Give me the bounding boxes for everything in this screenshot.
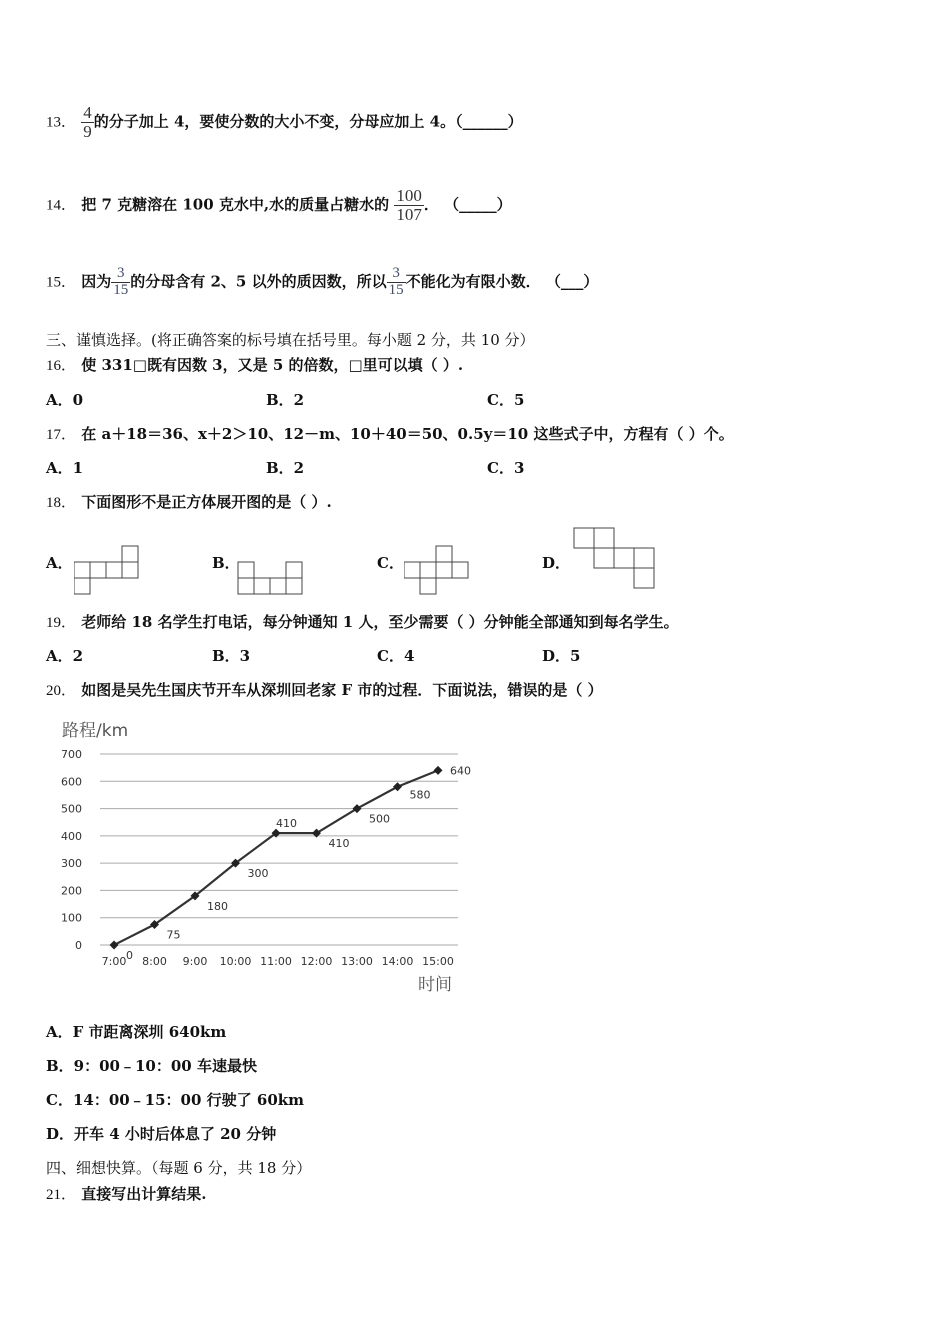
option-b[interactable]: B． — [212, 554, 240, 572]
y-tick-label: 700 — [61, 748, 82, 761]
data-label: 410 — [328, 837, 350, 851]
cube-net-b — [237, 561, 304, 595]
question-text: 老师给 18 名学生打电话，每分钟通知 1 人，至少需要（ ）分钟能全部通知到每名学生。 — [81, 613, 679, 631]
fraction-numerator: 100 — [396, 186, 422, 205]
question-text-3: 不能化为有限小数． （___） — [405, 272, 599, 291]
option-d[interactable]: D．开车 4 小时后体息了 20 分钟 — [46, 1125, 277, 1143]
fraction — [81, 104, 94, 141]
fraction-denominator: 107 — [396, 204, 422, 224]
series-line — [114, 770, 438, 945]
data-point — [393, 782, 402, 791]
question-text: 下面图形不是正方体展开图的是（ ）. — [81, 493, 332, 511]
fraction-denominator: 15 — [113, 281, 129, 298]
option-d[interactable]: D． — [542, 554, 571, 572]
question-text-2: 的分母含有 2、5 以外的质因数，所以 — [130, 272, 387, 291]
x-tick-label: 12:00 — [300, 955, 333, 968]
question-text: 在 a＋18＝36、x＋2＞10、12－m、10＋40＝50、0.5y＝10 这些式子中，方程有（ ）个。 — [81, 425, 734, 443]
question-number: 18． — [46, 495, 77, 511]
option-a[interactable]: A． — [46, 554, 73, 572]
question-15 — [46, 266, 598, 299]
fraction — [111, 266, 130, 299]
y-tick-label: 200 — [61, 884, 82, 898]
cube-net-a — [74, 545, 140, 595]
question-17 — [46, 423, 734, 444]
y-tick-label: 500 — [61, 802, 82, 816]
chart-svg — [56, 712, 476, 1002]
x-tick-label: 15:00 — [422, 955, 454, 968]
question-number: 14． — [46, 197, 77, 214]
option-a[interactable]: A．1 — [46, 459, 84, 477]
cube-net-d — [573, 527, 655, 589]
data-label: 75 — [166, 928, 181, 942]
x-tick-label: 13:00 — [341, 955, 373, 968]
data-label: 580 — [409, 788, 431, 802]
fraction — [394, 187, 424, 224]
option-c[interactable]: C．3 — [487, 459, 525, 477]
question-16 — [46, 354, 463, 375]
question-number: 16． — [46, 358, 77, 374]
question-14 — [46, 187, 512, 224]
y-tick-label: 300 — [61, 857, 82, 871]
question-20 — [46, 679, 603, 700]
question-tail: ． （_____） — [423, 195, 512, 214]
question-number: 21． — [46, 1187, 77, 1203]
fraction-numerator: 3 — [392, 265, 400, 281]
question-18 — [46, 491, 332, 512]
question-number: 17． — [46, 427, 77, 443]
x-tick-label: 14:00 — [381, 955, 414, 968]
question-number: 20． — [46, 683, 77, 699]
y-tick-label: 100 — [61, 911, 82, 925]
fraction — [387, 266, 406, 299]
x-tick-label: 10:00 — [219, 955, 252, 968]
data-point — [434, 766, 443, 775]
question-text: 如图是吴先生国庆节开车从深圳回老家 F 市的过程．下面说法，错误的是（ ） — [81, 681, 603, 699]
question-text-1: 因为 — [81, 272, 112, 291]
cube-net-c — [404, 545, 470, 595]
question-21 — [46, 1183, 206, 1204]
x-tick-label: 9:00 — [182, 955, 208, 968]
question-text: 使 331□既有因数 3，又是 5 的倍数，□里可以填（ ）. — [81, 356, 464, 374]
option-b[interactable]: B．2 — [266, 391, 305, 409]
option-a[interactable]: A．2 — [46, 647, 84, 665]
question-text: 的分子加上 4，要使分数的大小不变，分母应加上 4。（______） — [93, 112, 523, 131]
option-d[interactable]: D．5 — [542, 647, 581, 665]
x-axis-label: 时间 — [418, 975, 452, 995]
question-number: 13． — [46, 114, 77, 131]
option-c[interactable]: C．4 — [377, 647, 415, 665]
question-19 — [46, 611, 679, 632]
section-4-title: 四、细想快算。（每题 6 分，共 18 分） — [46, 1159, 312, 1177]
y-tick-label: 400 — [61, 829, 82, 843]
y-tick-label: 0 — [75, 939, 82, 952]
data-label: 180 — [207, 899, 228, 913]
option-c[interactable]: C．5 — [487, 391, 525, 409]
y-tick-label: 600 — [61, 775, 82, 789]
x-tick-label: 7:00 — [101, 955, 127, 968]
fraction-denominator: 9 — [83, 121, 92, 141]
data-label: 500 — [369, 812, 390, 826]
data-label: 410 — [276, 817, 297, 831]
question-number: 15． — [46, 274, 77, 291]
question-text: 把 7 克糖溶在 100 克水中,水的质量占糖水的 — [81, 195, 390, 214]
fraction-denominator: 15 — [388, 281, 404, 298]
data-label: 0 — [126, 949, 133, 962]
data-label: 640 — [450, 764, 471, 778]
option-c[interactable]: C．14：00﹣15：00 行驶了 60km — [46, 1091, 305, 1109]
option-c[interactable]: C． — [377, 554, 404, 572]
data-label: 300 — [247, 867, 269, 881]
option-b[interactable]: B．2 — [266, 459, 305, 477]
x-tick-label: 11:00 — [260, 955, 292, 968]
y-axis-label: 路程/km — [62, 721, 129, 741]
question-text: 直接写出计算结果. — [81, 1185, 207, 1203]
option-a[interactable]: A．0 — [46, 391, 84, 409]
data-point — [110, 941, 119, 950]
fraction-numerator: 4 — [83, 103, 92, 122]
x-tick-label: 8:00 — [142, 955, 167, 968]
option-b[interactable]: B．9：00﹣10：00 车速最快 — [46, 1057, 257, 1075]
question-number: 19． — [46, 615, 77, 631]
distance-time-chart — [56, 712, 476, 1006]
option-b[interactable]: B．3 — [212, 647, 251, 665]
question-13 — [46, 104, 523, 141]
option-a[interactable]: A．F 市距离深圳 640km — [46, 1023, 227, 1041]
fraction-numerator: 3 — [117, 265, 125, 281]
section-3-title: 三、谨慎选择。(将正确答案的标号填在括号里。每小题 2 分，共 10 分） — [46, 331, 535, 349]
